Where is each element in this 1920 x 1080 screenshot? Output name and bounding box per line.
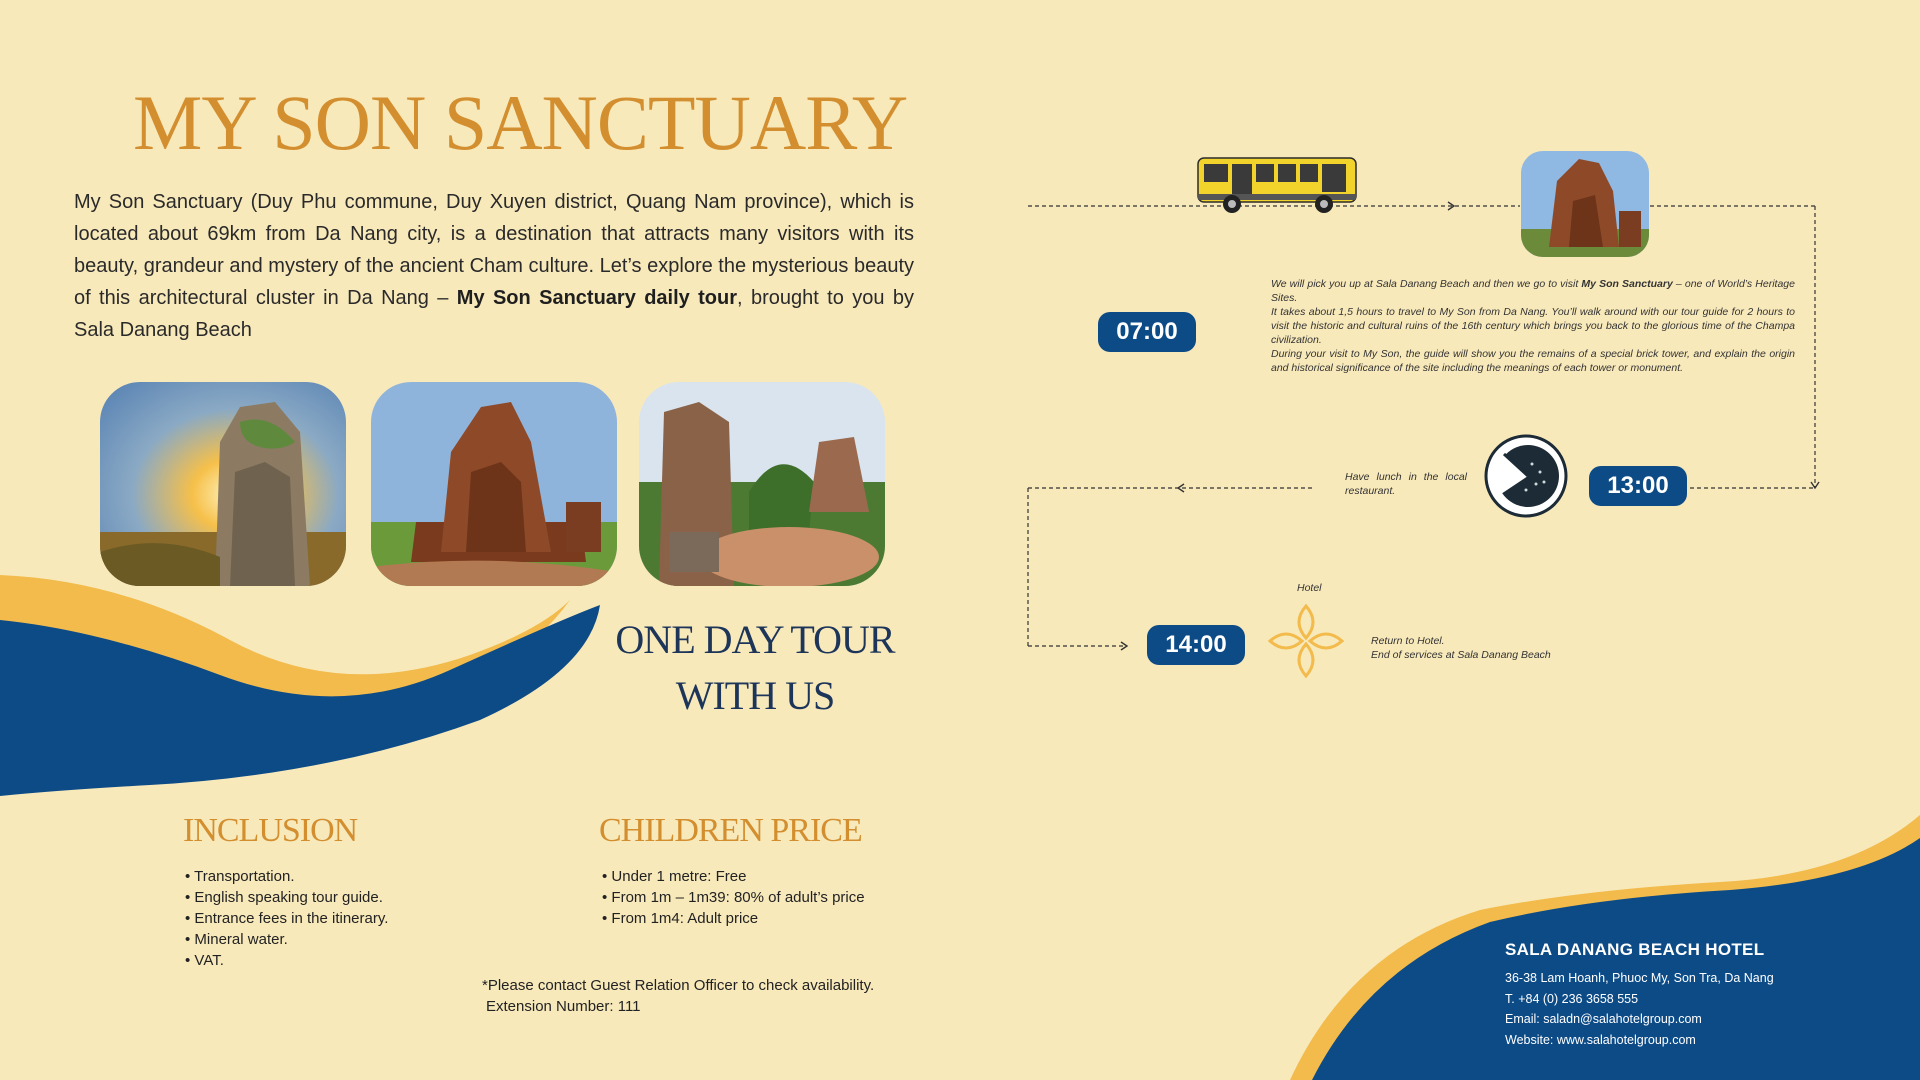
availability-note: *Please contact Guest Relation Officer to check availability. Extension Number: 111 xyxy=(482,977,875,1015)
list-item: • VAT. xyxy=(185,950,388,971)
children-price-title: CHILDREN PRICE xyxy=(599,812,862,849)
itinerary-description-1300: Have lunch in the local restaurant. xyxy=(1345,471,1467,497)
page-title: MY SON SANCTUARY xyxy=(133,79,908,166)
inclusion-title: INCLUSION xyxy=(183,812,358,849)
list-item: • Mineral water. xyxy=(185,929,388,950)
intro-paragraph: My Son Sanctuary (Duy Phu commune, Duy Xuyen district, Quang Nam province), which is located about 69km from Da Nang city, is a destination that attracts many visitors with its beauty, grandeur and mystery of the ancient Cham culture. Let’s explore the mysterious beauty of this architectural cluster in Da Nang – My Son Sanctuary daily tour, brought to you by Sala Danang Beach xyxy=(74,191,914,341)
list-item: • Entrance fees in the itinerary. xyxy=(185,908,388,929)
temple-photo xyxy=(1521,151,1649,257)
clock-icon xyxy=(1484,434,1568,518)
itinerary-description-0700: We will pick you up at Sala Danang Beach and then we go to visit My Son Sanctuary – one of World’s Heritage Sites. It takes about 1,5 hours to travel to My Son from Da Nang. You’ll walk around with our tour guide for 2 hours to visit the historic and cultural ruins of the 16th century which brings you back to the glorious time of the Champa civilization. During your visit to My Son, the guide will show you the remains of a special brick tower, and explain the origin and historical significance of the site including the meanings of each tower or monument. xyxy=(1271,278,1795,374)
decorative-wave xyxy=(0,560,620,810)
inclusion-list xyxy=(185,866,388,971)
hotel-website[interactable]: Website: www.salahotelgroup.com xyxy=(1505,1032,1696,1047)
list-item: • Under 1 metre: Free xyxy=(602,866,865,887)
hotel-contact-block xyxy=(1505,940,1774,1050)
hotel-name: SALA DANANG BEACH HOTEL xyxy=(1505,940,1765,959)
intro-bold: My Son Sanctuary daily tour xyxy=(456,287,738,309)
photo-ruins xyxy=(639,382,885,586)
hotel-phone: T. +84 (0) 236 3658 555 xyxy=(1505,991,1639,1006)
list-item: • English speaking tour guide. xyxy=(185,887,388,908)
time-badge-1300: 13:00 xyxy=(1589,466,1687,506)
photo-brick-tower xyxy=(371,382,617,586)
bus-icon xyxy=(1196,154,1360,216)
hotel-label: Hotel xyxy=(1297,582,1322,594)
time-badge-1400: 14:00 xyxy=(1147,625,1245,665)
itinerary-description-1400: Return to Hotel. End of services at Sala Danang Beach xyxy=(1371,635,1551,661)
hotel-logo-icon xyxy=(1264,602,1348,680)
children-price-list xyxy=(602,866,865,929)
hotel-email[interactable]: Email: saladn@salahotelgroup.com xyxy=(1505,1012,1702,1026)
list-item: • From 1m – 1m39: 80% of adult’s price xyxy=(602,887,865,908)
list-item: • From 1m4: Adult price xyxy=(602,908,865,929)
tour-title: ONE DAY TOUR WITH US xyxy=(615,617,895,718)
itinerary-path xyxy=(1020,150,1850,670)
hotel-address: 36-38 Lam Hoanh, Phuoc My, Son Tra, Da Nang xyxy=(1505,971,1774,985)
list-item: • Transportation. xyxy=(185,866,388,887)
time-badge-0700: 07:00 xyxy=(1098,312,1196,352)
photo-tower-sunset xyxy=(100,382,346,586)
